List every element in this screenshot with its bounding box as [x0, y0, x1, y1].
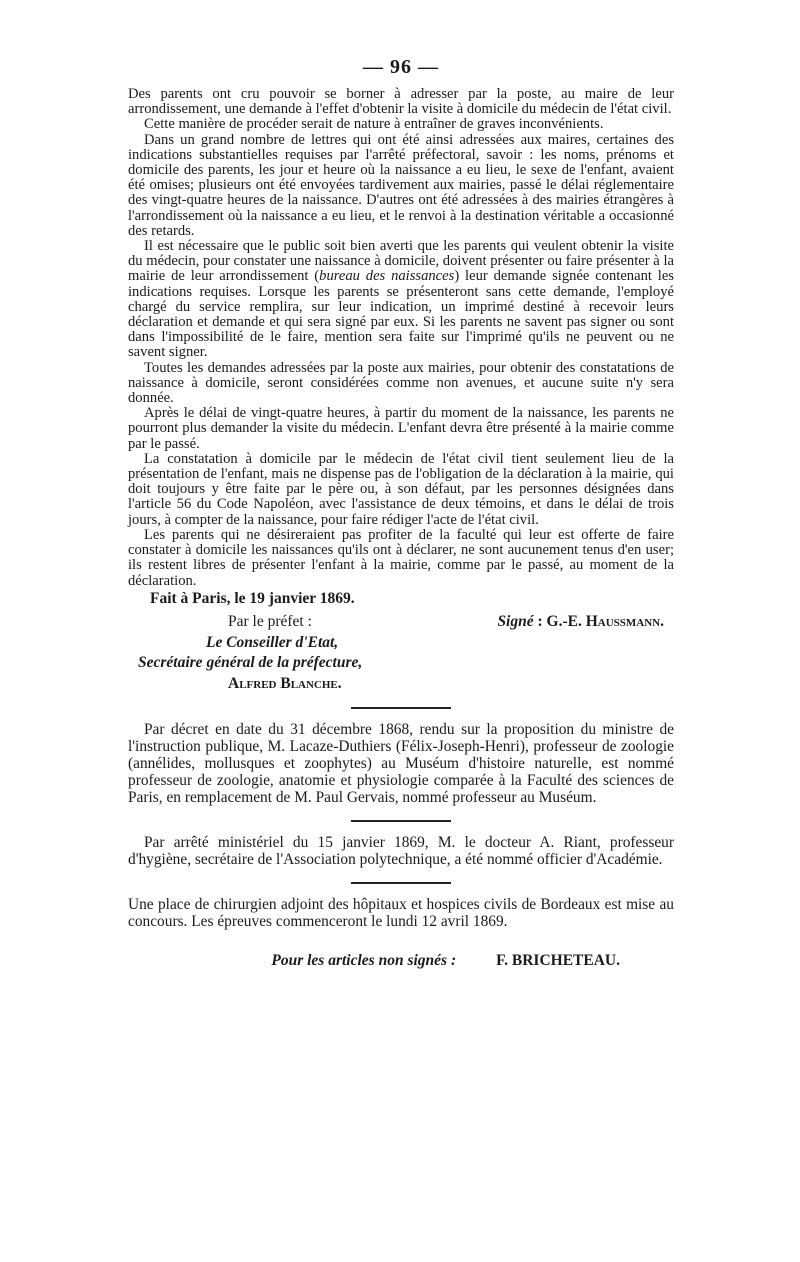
- signe-name: G.-E. Haussmann.: [546, 612, 664, 630]
- paragraph: Cette manière de procéder serait de nature à entraîner de graves inconvénients.: [144, 116, 604, 133]
- paragraph: Dans un grand nombre de lettres qui ont été ainsi adressées aux maires, certaines des indications substantielles requises par l'arrêté préfectoral, savoir : les noms, prénoms et domicile des parents, les jour et heure où la naissance a eu lieu, le sexe de l'enfant, avaient été omises; plusieurs ont été envoyées tardivement aux mairies, passé le délai réglementaire des vingt-quatre heures de la naissance. D'autres ont été adressées à des mairies étrangères à l'arrondissement où la naissance a eu lieu, et le renvoi à la destination véritable a occasionné des retards.: [128, 131, 674, 239]
- announcement: [128, 721, 674, 806]
- footer-attribution: [128, 952, 674, 970]
- divider: [351, 707, 451, 709]
- paragraph: Après le délai de vingt-quatre heures, à partir du moment de la naissance, les parents ne pourront plus demander la visite du médecin. L'enfant devra être présenté à la mairie comme par le passé.: [128, 405, 674, 452]
- paragraph: Les parents qui ne désireraient pas profiter de la faculté qui leur est offerte de faire constater à domicile les naissances qu'ils ont à déclarer, ne sont aucunement tenus d'en user; ils restent libres de présenter l'enfant à la mairie, comme par le passé, au moment de la déclaration.: [128, 526, 674, 589]
- announcement: [128, 896, 674, 930]
- text-column: [128, 56, 674, 970]
- paragraph-text: Il est nécessaire que le public soit bien averti que les parents qui veulent obtenir la visite du médecin, pour constater une naissance à domicile, doivent présenter ou faire présenter à la mairie de leur arrondissement (: [128, 238, 674, 285]
- footer-label: Pour les articles non signés :: [271, 951, 457, 969]
- signature-name: Alfred Blanche.: [228, 674, 342, 692]
- paragraph-text: ) leur demande signée contenant les indications requises. Lorsque les parents se présenteront sans cette demande, l'employé chargé du service remplira, sur leur indication, un imprimé destiné à recevoir leurs déclaration et demande et qui sera signé par eux. Si les parents ne savent pas signer ou sont dans l'impossibilité de le faire, mention sera faite sur l'imprimé qu'ils ne peuvent ou ne savent signer.: [128, 268, 674, 361]
- divider: [351, 882, 451, 884]
- date-line: Fait à Paris, le 19 janvier 1869.: [150, 589, 355, 607]
- footer-name: F. BRICHETEAU.: [496, 951, 620, 969]
- par-le-prefet: Par le préfet :: [228, 612, 312, 630]
- signe-label: Signé: [497, 612, 534, 630]
- italic-term: bureau des naissances: [319, 268, 455, 285]
- signed-by: Signé : G.-E. Haussmann.: [497, 612, 664, 630]
- announcement-text: Une place de chirurgien adjoint des hôpitaux et hospices civils de Bordeaux est mise au concours. Les épreuves commenceront le lundi 12 avril 1869.: [128, 895, 674, 930]
- signature-role-2: Secrétaire général de la préfecture,: [138, 653, 363, 671]
- paragraph: Toutes les demandes adressées par la poste aux mairies, pour obtenir des constatations de naissance à domicile, seront considérées comme non avenues, et aucune suite n'y sera donnée.: [128, 359, 674, 407]
- signature-role-1: Le Conseiller d'Etat,: [206, 633, 339, 651]
- paragraph: [128, 239, 674, 361]
- page-number: — 96 —: [363, 56, 439, 78]
- signature-row: [128, 613, 674, 631]
- paragraph: La constatation à domicile par le médecin de l'état civil tient seulement lieu de la présentation de l'enfant, mais ne dispense pas de l'obligation de la déclaration à la mairie, qui doit toujours y être faite par le père ou, à son défaut, par les personnes désignées dans l'article 56 du Code Napoléon, avec l'assistance de deux témoins, et dans le délai de trois jours, à compter de la naissance, pour faire rédiger l'acte de l'état civil.: [128, 450, 674, 528]
- paragraph: Des parents ont cru pouvoir se borner à adresser par la poste, au maire de leur arrondissement, une demande à l'effet d'obtenir la visite à domicile du médecin de l'état civil.: [128, 86, 674, 118]
- announcement-text: Par arrêté ministériel du 15 janvier 1869, M. le docteur A. Riant, professeur d'hygiène, secrétaire de l'Association polytechnique, a été nommé officier d'Académie.: [128, 833, 674, 868]
- announcement: [128, 834, 674, 868]
- announcement-text: Par décret en date du 31 décembre 1868, rendu sur la proposition du ministre de l'instruction publique, M. Lacaze-Duthiers (Félix-Joseph-Henri), professeur de zoologie (annélides, mollusques et zoophytes) au Muséum d'histoire naturelle, est nommé professeur de zoologie, anatomie et physiologie comparée à la Faculté des sciences de Paris, en remplacement de M. Paul Gervais, nommé professeur au Muséum.: [128, 720, 674, 806]
- divider: [351, 820, 451, 822]
